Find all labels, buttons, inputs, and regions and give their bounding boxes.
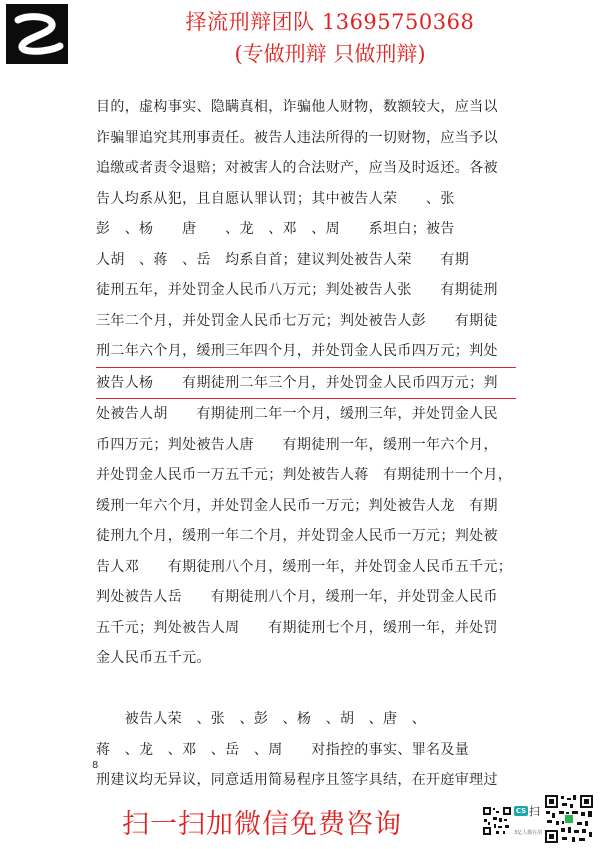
document-line-underlined: 刑二年六个月，缓刑三年四个月，并处罚金人民币四万元；判处 [96,336,516,368]
scan-label: 扫 [529,805,540,818]
document-line: 金人民币五千元。 [96,650,211,666]
header-subtitle: (专做刑辩 只做刑辩) [234,42,426,66]
document-line: 徒刑五年，并处罚金人民币八万元；判处被告人张 有期徒刑 [96,282,498,298]
document-body [96,92,516,796]
header-title: 择流刑辩团队 13695750368 [185,10,475,34]
document-line: 彭 、杨 唐 、龙 、邓 、周 系坦白；被告 [96,221,455,237]
document-line-underlined: 被告人杨 有期徒刑二年三个月，并处罚金人民币四万元；判 [96,368,516,400]
document-line: 处被告人胡 有期徒刑二年一个月，缓刑三年，并处罚金人民 [96,406,498,422]
document-line: 告人均系从犯，且自愿认罪认罚；其中被告人荣 、张 [96,190,455,207]
logo [6,4,68,64]
document-line: 徒刑九个月，缓刑一年二个月，并处罚金人民币一万元；判处被 [96,528,498,544]
document-line: 三年二个月，并处罚金人民币七万元；判处被告人彭 有期徒 [96,312,498,329]
page-number: 8 [92,760,99,771]
scanner-app-badge [514,806,542,838]
document-line: 刑建议均无异议，同意适用简易程序且签字具结，在开庭审理过 [96,772,498,788]
qr-code-small-icon[interactable] [482,806,512,836]
document-line: 目的，虚构事实、隐瞒真相，诈骗他人财物，数额较大，应当以 [96,99,498,115]
logo-mark-icon [6,4,68,64]
document-line: 人胡 、蒋 、岳 均系自首；建议判处被告人荣 有期 [96,251,470,268]
document-line: 追缴或者责令退赔；对被害人的合法财产，应当及时返还。各被 [96,160,498,176]
cs-logo-icon: CS [515,807,527,815]
qr-code-large-icon[interactable] [544,794,594,844]
document-line: 并处罚金人民币一万五千元；判处被告人蒋 有期徒刑十一个月， [96,467,513,483]
document-line: 蒋 、龙 、邓 、岳 、周 对指控的事实、罪名及量 [96,741,470,758]
document-line: 告人邓 有期徒刑八个月，缓刑一年，并处罚金人民币五千元； [96,558,513,575]
document-line: 缓刑一年六个月，并处罚金人民币一万元；判处被告人龙 有期 [96,497,498,514]
document-line: 五千元；判处被告人周 有期徒刑七个月，缓刑一年，并处罚 [96,619,498,636]
footer-call-to-action: 扫一扫加微信免费咨询 [122,809,402,840]
document-line: 币四万元；判处被告人唐 有期徒刑一年，缓刑一年六个月， [96,436,498,453]
document-line [96,674,516,705]
document-line: 被告人荣 、张 、彭 、杨 、胡 、唐 、 [96,711,427,727]
document-line: 判处被告人岳 有期徒刑八个月，缓刑一年，并处罚金人民币 [96,589,498,605]
scanner-app-slogan: 3亿人都在用 [514,830,543,836]
document-line: 诈骗罪追究其刑事责任。被告人违法所得的一切财物，应当予以 [96,129,498,146]
